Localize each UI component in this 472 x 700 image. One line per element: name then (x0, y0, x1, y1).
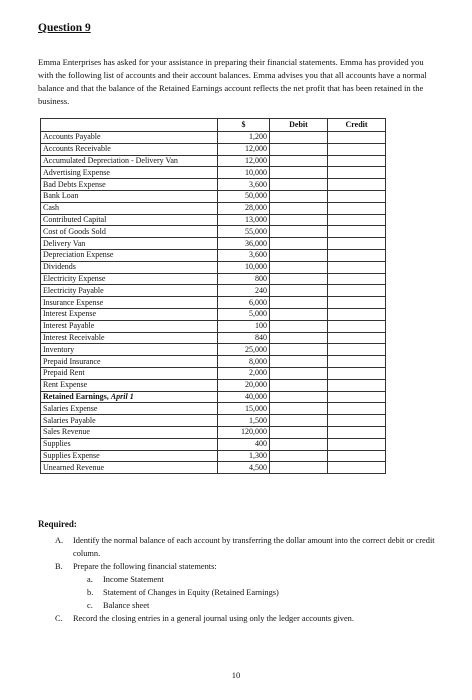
debit-cell[interactable] (270, 190, 328, 202)
intro-paragraph: Emma Enterprises has asked for your assistance in preparing their financial statements. Emma has provided you with the following list of accounts and their account balances. Emma advises you that all accounts have a normal balance and that the balance of the Retained Earnings account reflects the net profit that has been retained in the business. (38, 57, 427, 106)
required-item-b (55, 560, 445, 573)
debit-cell[interactable] (270, 273, 328, 285)
credit-cell[interactable] (328, 214, 386, 226)
subitem-letter: a. (87, 575, 93, 584)
account-amount: 3,600 (218, 179, 270, 191)
debit-cell[interactable] (270, 426, 328, 438)
table-row (41, 167, 386, 179)
table-row (41, 261, 386, 273)
table-row (41, 155, 386, 167)
table-row (41, 379, 386, 391)
subitem-text: Statement of Changes in Equity (Retained Earnings) (103, 588, 279, 597)
account-name-text: Unearned Revenue (43, 462, 105, 472)
table-row (41, 273, 386, 285)
account-name-text: Interest Payable (43, 321, 95, 331)
required-item-a (55, 534, 445, 560)
debit-cell[interactable] (270, 249, 328, 261)
account-amount: 25,000 (218, 344, 270, 356)
table-row (41, 132, 386, 144)
account-name (41, 143, 218, 155)
account-amount: 6,000 (218, 297, 270, 309)
account-amount: 12,000 (218, 143, 270, 155)
debit-cell[interactable] (270, 332, 328, 344)
account-name-date: April 1 (110, 391, 134, 401)
account-name-text: Prepaid Insurance (43, 356, 101, 366)
debit-cell[interactable] (270, 450, 328, 462)
account-name-text: Supplies Expense (43, 450, 100, 460)
account-name (41, 190, 218, 202)
account-amount: 1,200 (218, 132, 270, 144)
account-name-text: Salaries Expense (43, 403, 98, 413)
account-name (41, 273, 218, 285)
account-amount: 120,000 (218, 426, 270, 438)
account-name-text: Insurance Expense (43, 297, 104, 307)
credit-cell[interactable] (328, 190, 386, 202)
table-header-row (41, 119, 386, 132)
credit-cell[interactable] (328, 391, 386, 403)
credit-cell[interactable] (328, 356, 386, 368)
debit-cell[interactable] (270, 297, 328, 309)
account-name-text: Interest Expense (43, 309, 97, 319)
debit-cell[interactable] (270, 438, 328, 450)
account-name (41, 332, 218, 344)
subitem-letter: b. (87, 588, 94, 597)
table-row (41, 462, 386, 474)
credit-cell[interactable] (328, 249, 386, 261)
table-row (41, 179, 386, 191)
account-name (41, 367, 218, 379)
required-title: Required: (38, 519, 77, 529)
account-amount: 50,000 (218, 190, 270, 202)
debit-cell[interactable] (270, 226, 328, 238)
account-amount: 1,300 (218, 450, 270, 462)
credit-cell[interactable] (328, 367, 386, 379)
item-text: Prepare the following financial statements: (73, 562, 217, 571)
credit-cell[interactable] (328, 379, 386, 391)
account-amount: 840 (218, 332, 270, 344)
account-name-text: Electricity Payable (43, 285, 104, 295)
credit-cell[interactable] (328, 202, 386, 214)
account-name (41, 450, 218, 462)
item-letter: B. (55, 562, 63, 571)
account-name (41, 379, 218, 391)
table-row (41, 143, 386, 155)
account-amount: 15,000 (218, 403, 270, 415)
table-row (41, 367, 386, 379)
account-name-text: Prepaid Rent (43, 368, 85, 378)
table-row (41, 438, 386, 450)
credit-cell[interactable] (328, 261, 386, 273)
account-name-text: Dividends (43, 262, 76, 272)
account-amount: 40,000 (218, 391, 270, 403)
account-amount: 10,000 (218, 261, 270, 273)
required-item-c (55, 612, 445, 625)
item-letter: A. (55, 536, 64, 545)
account-name (41, 132, 218, 144)
account-name (41, 261, 218, 273)
account-name-text: Supplies (43, 439, 71, 449)
debit-cell[interactable] (270, 202, 328, 214)
debit-cell[interactable] (270, 403, 328, 415)
page-number: 10 (231, 670, 241, 680)
account-amount: 13,000 (218, 214, 270, 226)
account-name-text: Contributed Capital (43, 214, 107, 224)
required-subitem-a (87, 573, 445, 586)
account-amount: 400 (218, 438, 270, 450)
account-amount: 240 (218, 285, 270, 297)
debit-cell[interactable] (270, 143, 328, 155)
debit-cell[interactable] (270, 167, 328, 179)
credit-cell[interactable] (328, 462, 386, 474)
required-subitem-c (87, 599, 445, 612)
header-credit: Credit (328, 119, 386, 132)
account-name (41, 415, 218, 427)
account-name (41, 297, 218, 309)
credit-cell[interactable] (328, 403, 386, 415)
debit-cell[interactable] (270, 367, 328, 379)
account-name (41, 167, 218, 179)
table-row (41, 202, 386, 214)
account-name-text: Cost of Goods Sold (43, 226, 106, 236)
account-amount: 100 (218, 320, 270, 332)
credit-cell[interactable] (328, 426, 386, 438)
account-amount: 3,600 (218, 249, 270, 261)
item-text: Identify the normal balance of each account by transferring the dollar amount into the correct debit or credit column. (73, 536, 435, 558)
credit-cell[interactable] (328, 415, 386, 427)
table-row (41, 190, 386, 202)
account-amount: 8,000 (218, 356, 270, 368)
credit-cell[interactable] (328, 155, 386, 167)
credit-cell[interactable] (328, 332, 386, 344)
table-row (41, 415, 386, 427)
debit-cell[interactable] (270, 344, 328, 356)
account-name-text: Depreciation Expense (43, 250, 114, 260)
credit-cell[interactable] (328, 132, 386, 144)
debit-cell[interactable] (270, 391, 328, 403)
credit-cell[interactable] (328, 273, 386, 285)
debit-cell[interactable] (270, 462, 328, 474)
credit-cell[interactable] (328, 143, 386, 155)
account-name (41, 320, 218, 332)
account-name (41, 426, 218, 438)
account-name (41, 214, 218, 226)
table-row (41, 297, 386, 309)
account-name (41, 285, 218, 297)
account-name (41, 226, 218, 238)
account-name-text: Accounts Receivable (43, 144, 111, 154)
debit-cell[interactable] (270, 261, 328, 273)
account-name (41, 179, 218, 191)
debit-cell[interactable] (270, 379, 328, 391)
debit-cell[interactable] (270, 132, 328, 144)
credit-cell[interactable] (328, 308, 386, 320)
table-row (41, 332, 386, 344)
debit-cell[interactable] (270, 356, 328, 368)
account-name-text: Delivery Van (43, 238, 86, 248)
account-name-text: Sales Revenue (43, 427, 90, 437)
debit-cell[interactable] (270, 155, 328, 167)
credit-cell[interactable] (328, 285, 386, 297)
account-name (41, 238, 218, 250)
account-amount: 800 (218, 273, 270, 285)
account-amount: 36,000 (218, 238, 270, 250)
subitem-letter: c. (87, 601, 93, 610)
table-row (41, 344, 386, 356)
credit-cell[interactable] (328, 438, 386, 450)
table-row (41, 308, 386, 320)
required-list (55, 534, 445, 625)
account-amount: 28,000 (218, 202, 270, 214)
account-name-text: Interest Receivable (43, 332, 105, 342)
debit-cell[interactable] (270, 214, 328, 226)
subitem-text: Balance sheet (103, 601, 150, 610)
table-row (41, 226, 386, 238)
debit-cell[interactable] (270, 308, 328, 320)
debit-cell[interactable] (270, 179, 328, 191)
debit-cell[interactable] (270, 238, 328, 250)
header-account-name (41, 119, 218, 132)
account-name-text: Cash (43, 203, 59, 213)
account-name-text: Rent Expense (43, 380, 88, 390)
credit-cell[interactable] (328, 226, 386, 238)
table-row (41, 238, 386, 250)
account-name (41, 356, 218, 368)
header-debit: Debit (270, 119, 328, 132)
account-amount: 4,500 (218, 462, 270, 474)
account-name-text: Accounts Payable (43, 132, 101, 142)
required-subitem-b (87, 586, 445, 599)
account-name (41, 155, 218, 167)
account-amount: 10,000 (218, 167, 270, 179)
table-row (41, 285, 386, 297)
table-row (41, 320, 386, 332)
account-name-text: Retained Earnings, (43, 391, 111, 401)
account-amount: 20,000 (218, 379, 270, 391)
account-name-text: Inventory (43, 344, 75, 354)
debit-cell[interactable] (270, 415, 328, 427)
debit-cell[interactable] (270, 285, 328, 297)
account-amount: 12,000 (218, 155, 270, 167)
accounts-table (40, 118, 386, 474)
account-name-text: Advertising Expense (43, 167, 110, 177)
account-name (41, 202, 218, 214)
table-row (41, 249, 386, 261)
account-name-text: Salaries Payable (43, 415, 96, 425)
table-row (41, 426, 386, 438)
account-name (41, 249, 218, 261)
account-amount: 5,000 (218, 308, 270, 320)
credit-cell[interactable] (328, 297, 386, 309)
credit-cell[interactable] (328, 320, 386, 332)
account-name-text: Electricity Expense (43, 273, 106, 283)
question-heading: Question 9 (38, 22, 91, 34)
item-letter: C. (55, 614, 63, 623)
account-name (41, 308, 218, 320)
account-amount: 55,000 (218, 226, 270, 238)
table-row (41, 391, 386, 403)
debit-cell[interactable] (270, 320, 328, 332)
table-row (41, 214, 386, 226)
credit-cell[interactable] (328, 179, 386, 191)
table-row (41, 356, 386, 368)
credit-cell[interactable] (328, 450, 386, 462)
account-name (41, 391, 218, 403)
credit-cell[interactable] (328, 344, 386, 356)
account-amount: 1,500 (218, 415, 270, 427)
credit-cell[interactable] (328, 167, 386, 179)
header-amount: $ (218, 119, 270, 132)
account-name-text: Accumulated Depreciation - Delivery Van (43, 155, 178, 165)
subitem-text: Income Statement (103, 575, 164, 584)
account-name (41, 403, 218, 415)
account-name-text: Bank Loan (43, 191, 79, 201)
account-amount: 2,000 (218, 367, 270, 379)
table-row (41, 403, 386, 415)
account-name (41, 344, 218, 356)
table-row (41, 450, 386, 462)
item-text: Record the closing entries in a general journal using only the ledger accounts given. (73, 614, 354, 623)
credit-cell[interactable] (328, 238, 386, 250)
table-body (41, 132, 386, 474)
account-name-text: Bad Debts Expense (43, 179, 106, 189)
account-name (41, 438, 218, 450)
account-name (41, 462, 218, 474)
